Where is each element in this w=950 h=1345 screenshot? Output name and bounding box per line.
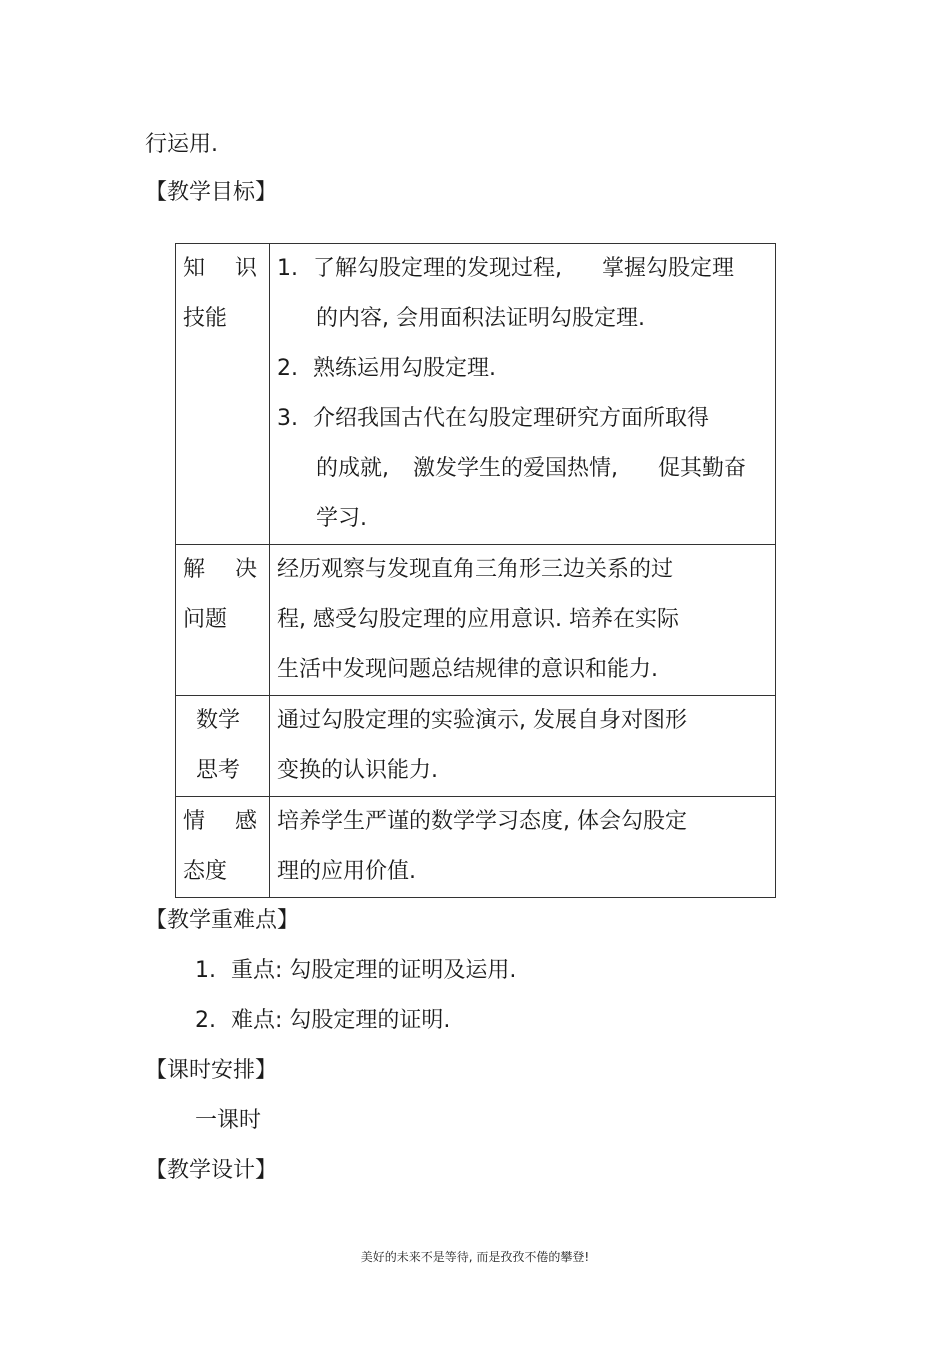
item-1-num: 1. <box>277 256 298 281</box>
item-3-line2c: 促其勤奋 <box>658 456 747 481</box>
problem-line-1: 经历观察与发现直角三角形三边关系的过 <box>277 557 674 582</box>
label-knowledge <box>176 244 270 545</box>
goals-table <box>175 243 776 898</box>
goals-row-knowledge <box>176 244 776 545</box>
label-emotion <box>176 797 270 898</box>
goals-row-math <box>176 696 776 797</box>
keypoint-1-text: 重点: 勾股定理的证明及运用. <box>231 958 517 983</box>
label-problem-c: 问题 <box>183 607 228 632</box>
content-problem <box>270 545 776 696</box>
label-emotion-a: 情 <box>183 809 206 834</box>
heading-keypoints: 【教学重难点】 <box>145 908 300 933</box>
item-1-line1a: 了解勾股定理的发现过程, <box>313 256 562 281</box>
item-3-num: 3. <box>277 406 298 431</box>
content-math <box>270 696 776 797</box>
page-footer: 美好的未来不是等待, 而是孜孜不倦的攀登! <box>360 1250 590 1264</box>
item-2-line1: 熟练运用勾股定理. <box>313 356 496 381</box>
content-knowledge <box>270 244 776 545</box>
item-2-num: 2. <box>277 356 298 381</box>
keypoint-1 <box>195 956 516 986</box>
emotion-line-1: 培养学生严谨的数学学习态度, 体会勾股定 <box>277 809 687 834</box>
emotion-line-2: 理的应用价值. <box>277 859 416 884</box>
item-3-line2b: 激发学生的爱国热情, <box>413 456 618 481</box>
item-3-line1: 介绍我国古代在勾股定理研究方面所取得 <box>313 406 710 431</box>
heading-goals: 【教学目标】 <box>145 180 278 205</box>
intro-tail-text: 行运用. <box>145 132 218 157</box>
item-1-line2: 的内容, 会用面积法证明勾股定理. <box>316 306 645 331</box>
label-emotion-c: 态度 <box>183 859 228 884</box>
problem-line-3: 生活中发现问题总结规律的意识和能力. <box>277 657 658 682</box>
heading-design: 【教学设计】 <box>145 1158 278 1183</box>
keypoint-2-text: 难点: 勾股定理的证明. <box>231 1008 451 1033</box>
label-math-a: 数学 <box>196 708 241 733</box>
goals-row-problem <box>176 545 776 696</box>
schedule-text: 一课时 <box>195 1108 262 1133</box>
item-3-line2a: 的成就, <box>316 456 389 481</box>
label-math-b: 思考 <box>196 758 241 783</box>
label-problem-b: 决 <box>234 557 257 582</box>
label-knowledge-c: 技能 <box>183 306 228 331</box>
keypoint-1-num: 1. <box>195 958 216 983</box>
math-line-2: 变换的认识能力. <box>277 758 438 783</box>
label-emotion-b: 感 <box>234 809 257 834</box>
math-line-1: 通过勾股定理的实验演示, 发展自身对图形 <box>277 708 687 733</box>
problem-line-2: 程, 感受勾股定理的应用意识. 培养在实际 <box>277 607 679 632</box>
keypoint-2-num: 2. <box>195 1008 216 1033</box>
label-problem <box>176 545 270 696</box>
label-problem-a: 解 <box>183 557 206 582</box>
goals-row-emotion <box>176 797 776 898</box>
item-3-line3: 学习. <box>316 506 367 531</box>
keypoint-2 <box>195 1006 450 1036</box>
heading-schedule: 【课时安排】 <box>145 1058 278 1083</box>
label-knowledge-b: 识 <box>234 256 257 281</box>
label-knowledge-a: 知 <box>183 256 206 281</box>
content-emotion <box>270 797 776 898</box>
label-math <box>176 696 270 797</box>
item-1-line1b: 掌握勾股定理 <box>602 256 735 281</box>
